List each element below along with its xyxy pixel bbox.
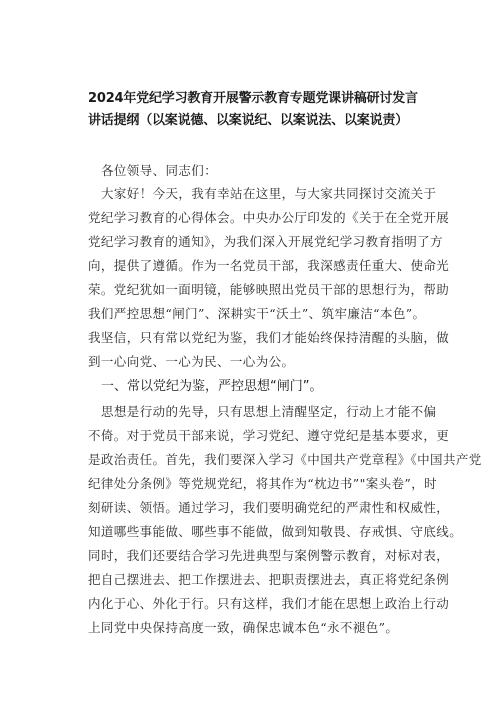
intro-paragraph-line: 我们严控思想“闸门”、深耕实干“沃土”、筑牢廉洁“本色”。 <box>88 306 426 321</box>
document-title-line-2: 讲话提纲（以案说德、以案说纪、以案说法、以案说责） <box>88 113 409 128</box>
section-1-paragraph-line: 上同党中央保持高度一致，确保忠诚本色“永不褪色”。 <box>88 620 399 635</box>
section-1-paragraph-line: 知道哪些事能做、哪些事不能做，做到知敬畏、存戒惧、守底线。 <box>88 524 463 539</box>
section-1-paragraph-line: 纪律处分条例》等党规党纪，将其作为“枕边书”"案头卷”，时 <box>88 476 438 491</box>
section-1-paragraph-line: 是政治责任。首先，我们要深入学习《中国共产党章程》《中国共产党 <box>88 452 482 467</box>
document-title-line-1: 2024年党纪学习教育开展警示教育专题党课讲稿研讨发言 <box>88 91 418 106</box>
intro-paragraph-line: 党纪学习教育的通知》，为我们深入开展党纪学习教育指明了方 <box>88 234 443 249</box>
section-1-paragraph-line: 思想是行动的先导，只有思想上清醒坚定，行动上才能不偏 <box>101 404 437 419</box>
intro-paragraph-line: 党纪学习教育的心得体会。中央办公厅印发的《关于在全党开展 <box>88 210 450 225</box>
intro-paragraph-line: 向，提供了遵循。作为一名党员干部，我深感责任重大、使命光 <box>88 258 450 273</box>
intro-paragraph-line: 到一心向党、一心为民、一心为公。 <box>88 354 295 369</box>
section-1-paragraph-line: 内化于心、外化于行。只有这样，我们才能在思想上政治上行动 <box>88 596 450 611</box>
section-1-paragraph-line: 刻研读、领悟。通过学习，我们要明确党纪的严肃性和权威性， <box>88 500 450 515</box>
intro-paragraph-line: 荣。党纪犹如一面明镜，能够映照出党员干部的思想行为，帮助 <box>88 282 450 297</box>
intro-paragraph-line: 大家好！今天，我有幸站在这里，与大家共同探讨交流关于 <box>101 186 437 201</box>
section-1-paragraph-line: 不倚。对于党员干部来说，学习党纪、遵守党纪是基本要求，更 <box>88 428 450 443</box>
section-1-paragraph-line: 同时，我们还要结合学习先进典型与案例警示教育，对标对表， <box>88 548 450 563</box>
section-1-paragraph-line: 把自己摆进去、把工作摆进去、把职责摆进去，真正将党纪条例 <box>88 572 450 587</box>
intro-paragraph-line: 我坚信，只有常以党纪为鉴，我们才能始终保持清醒的头脑，做 <box>88 330 450 345</box>
section-1-heading: 一、常以党纪为鉴，严控思想“闸门”。 <box>101 379 323 394</box>
greeting: 各位领导、同志们： <box>101 163 218 178</box>
